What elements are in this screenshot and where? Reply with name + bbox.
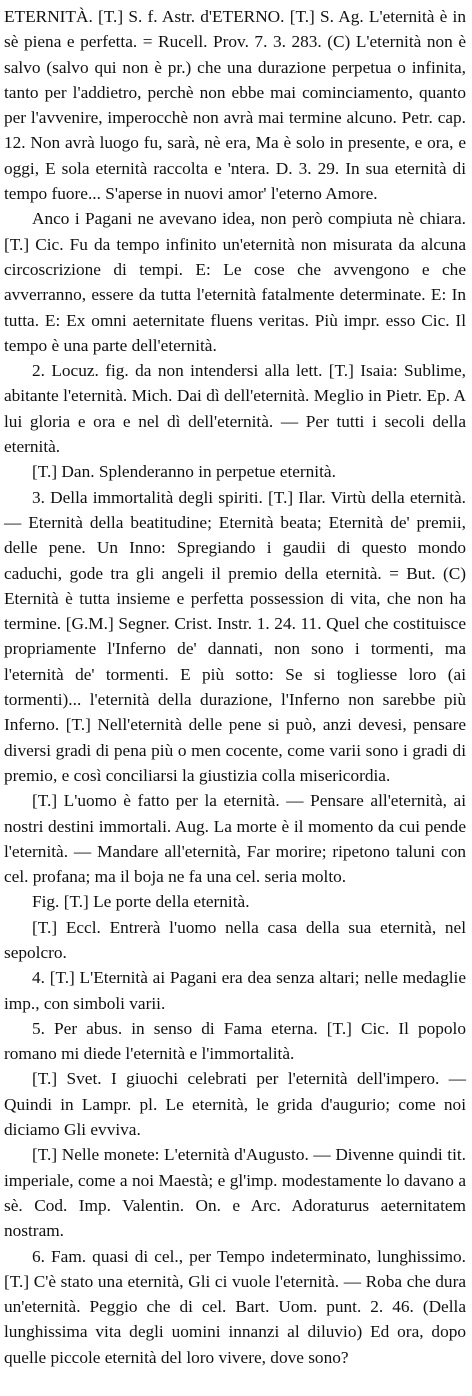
entry-paragraph-main: ETERNITÀ. [T.] S. f. Astr. d'ETERNO. [T.] S. Ag. L'eternità è in sè piena e perfetta. = Rucell. Prov. 7. 3. 283. (C) L'eternità non è salvo (salvo qui non è pr.) che una durazione perpetua o infinita, tanto per l'addietro, perchè non ebbe mai cominciamento, quanto per l'avvenire, imperocchè non avrà mai termine alcuno. Petr. cap. 12. Non avrà luogo fu, sarà, nè era, Ma è solo in presente, e ora, e oggi, E sola eternità raccolta e 'ntera. D. 3. 29. In sua eternità di tempo fuore... S'aperse in nuovi amor' l'eterno Amore. [4,7,466,204]
entry-paragraph-dan: [T.] Dan. Splenderanno in perpetue eternità. [32,462,336,482]
entry-paragraph-svet: [T.] Svet. I giuochi celebrati per l'eternità dell'impero. — Quindi in Lampr. pl. Le eternità, le grida d'augurio; come noi diciamo Gli evviva. [4,1069,466,1140]
entry-paragraph-pagans: Anco i Pagani ne avevano idea, non però compiuta nè chiara. [T.] Cic. Fu da tempo infinito un'eternità non misurata da alcuna circoscrizione di tempi. E: Le cose che avvengono e che avverranno, essere da tutta l'eternità fatalmente determinate. E: In tutta. E: Ex omni aeternitate fluens veritas. Più impr. esso Cic. Il tempo è una parte dell'eternità. [4,209,466,355]
entry-paragraph-uomo: [T.] L'uomo è fatto per la eternità. — Pensare all'eternità, ai nostri destini immortali. Aug. La morte è il momento da cui pende l'eternità. — Mandare all'eternità, Far morire; ripetono taluni con cel. profana; ma il boja ne fa una cel. seria molto. [4,791,466,887]
entry-paragraph-monete: [T.] Nelle monete: L'eternità d'Augusto. — Divenne quindi tit. imperiale, come a noi Maestà; e gl'imp. modestamente lo davano a sè. Cod. Imp. Valentin. On. e Arc. Adoraturus aeternitatem nostram. [4,1145,466,1241]
entry-paragraph-sense-6: 6. Fam. quasi di cel., per Tempo indeterminato, lunghissimo. [T.] C'è stato una eternità, Gli ci vuole l'eternità. — Roba che dura un'eternità. Peggio che di cel. Bart. Uom. punt. 2. 46. (Della lunghissima vita degli uomini innanzi al diluvio) Ed ora, dopo quelle piccole eternità del loro vivere, dove sono? [4,1246,466,1367]
entry-paragraph-sense-4: 4. [T.] L'Eternità ai Pagani era dea senza altari; nelle medaglie imp., con simboli varii. [4,968,466,1013]
entry-paragraph-sense-5: 5. Per abus. in senso di Fama eterna. [T.] Cic. Il popolo romano mi diede l'eternità e l'immortalità. [4,1018,466,1064]
entry-paragraph-eccl: [T.] Eccl. Entrerà l'uomo nella casa della sua eternità, nel sepolcro. [4,917,466,962]
entry-paragraph-sense-3: 3. Della immortalità degli spiriti. [T.] Ilar. Virtù della eternità. — Eternità della beatitudine; Eternità beata; Eternità de' premii, delle pene. Un Inno: Spregiando i gaudii di questo mondo caduchi, gode tra gli angeli il premio della eternità. = But. (C) Eternità è tutta insieme e perfetta possession di vita, che non ha termine. [G.M.] Segner. Crist. Instr. 1. 24. 11. Quel che costituisce propriamente l'Inferno de' dannati, non sono i tormenti, ma l'eternità de' tormenti. E più sotto: Se si togliesse loro (ai tormenti)... l'eternità della durazione, l'Inferno non sarebbe più Inferno. [T.] Nell'eternità delle pene si può, anzi devesi, pensare diversi gradi di pena più o men cocente, come varii sono i gradi di premio, e così conciliarsi la giustizia colla misericordia. [4,487,466,785]
entry-paragraph-sense-2: 2. Locuz. fig. da non intendersi alla lett. [T.] Isaia: Sublime, abitante l'eternità. Mich. Dai dì dell'eternità. Meglio in Pietr. Ep. A lui gloria e ora e nel dì dell'eternità. — Per tutti i secoli della eternità. [4,361,466,457]
entry-paragraph-fig: Fig. [T.] Le porte della eternità. [32,892,250,912]
